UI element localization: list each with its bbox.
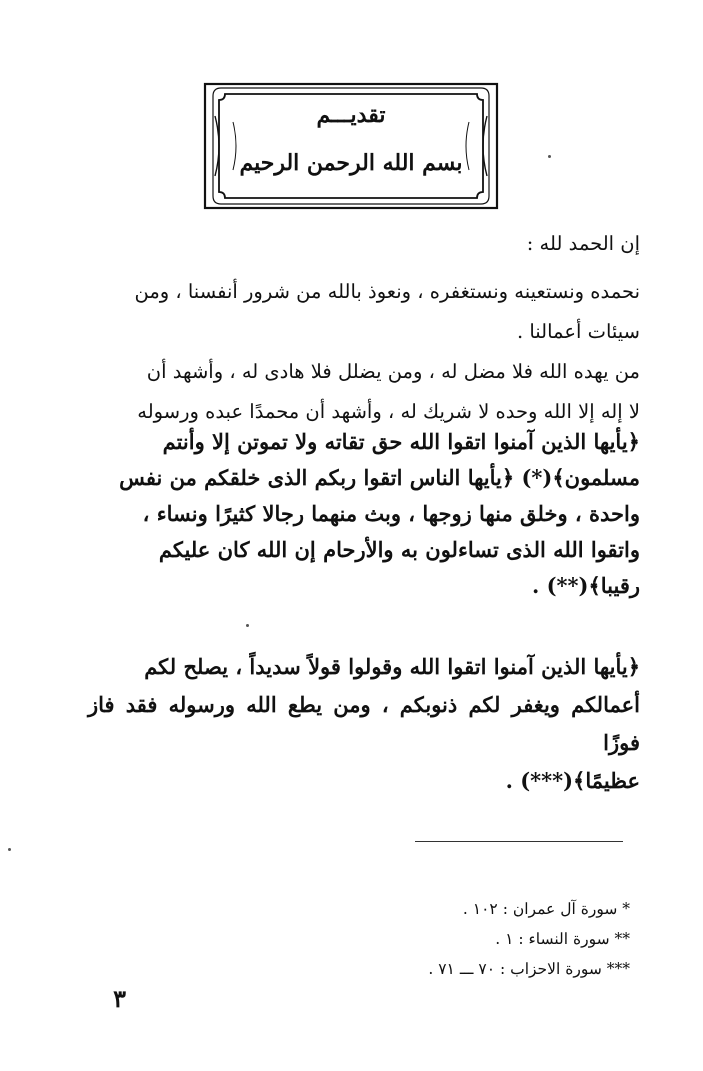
basmala: بسم الله الرحمن الرحيم (239, 150, 463, 176)
verse-line: رقيبا﴾(**) . (531, 573, 640, 598)
praise-paragraph (88, 272, 640, 352)
scan-speck (246, 624, 249, 627)
paragraph-line: سيئات أعمالنا . (516, 320, 640, 343)
quran-verses-block-2 (88, 648, 640, 800)
scan-speck (548, 155, 551, 158)
testimony-paragraph (88, 352, 640, 432)
page-title: تقديـــم (316, 102, 386, 128)
footnote-divider (415, 841, 623, 842)
paragraph-line: من يهده الله فلا مضل له ، ومن يضلل فلا هادى له ، وأشهد أن (146, 360, 640, 383)
footnotes (300, 894, 630, 984)
verse-line: ﴿يأيها الذين آمنوا اتقوا الله حق تقاته ولا تموتن إلا وأنتم (162, 429, 640, 454)
footnote-item: * سورة آل عمران : ١٠٢ . (462, 900, 630, 918)
page-number: ٣ (113, 984, 126, 1013)
verse-line: عظيمًا﴾(***) . (505, 768, 640, 793)
verse-line: واحدة ، وخلق منها زوجها ، وبث منهما رجالا كثيرًا ونساء ، (142, 501, 640, 526)
verse-line: واتقوا الله الذى تساءلون به والأرحام إن الله كان عليكم (158, 537, 640, 562)
quran-verses-block-1 (88, 424, 640, 604)
paragraph-line: نحمده ونستعينه ونستغفره ، ونعوذ بالله من شرور أنفسنا ، ومن (134, 280, 640, 303)
opening-text: إن الحمد لله : (526, 232, 640, 255)
opening-line (88, 226, 640, 262)
verse-line: مسلمون﴾(*) ﴿يأيها الناس اتقوا ربكم الذى خلقكم من نفس (119, 465, 640, 490)
footnote-item: *** سورة الاحزاب : ٧٠ ـــ ٧١ . (428, 960, 630, 978)
scan-speck (8, 848, 11, 851)
verse-line: ﴿يأيها الذين آمنوا اتقوا الله وقولوا قولاً سديداً ، يصلح لكم (144, 654, 640, 679)
verse-line: أعمالكم ويغفر لكم ذنوبكم ، ومن يطع الله ورسوله فقد فاز فوزًا (88, 692, 640, 755)
footnote-item: ** سورة النساء : ١ . (495, 930, 630, 948)
paragraph-line: لا إله إلا الله وحده لا شريك له ، وأشهد أن محمدًا عبده ورسوله (137, 400, 640, 423)
